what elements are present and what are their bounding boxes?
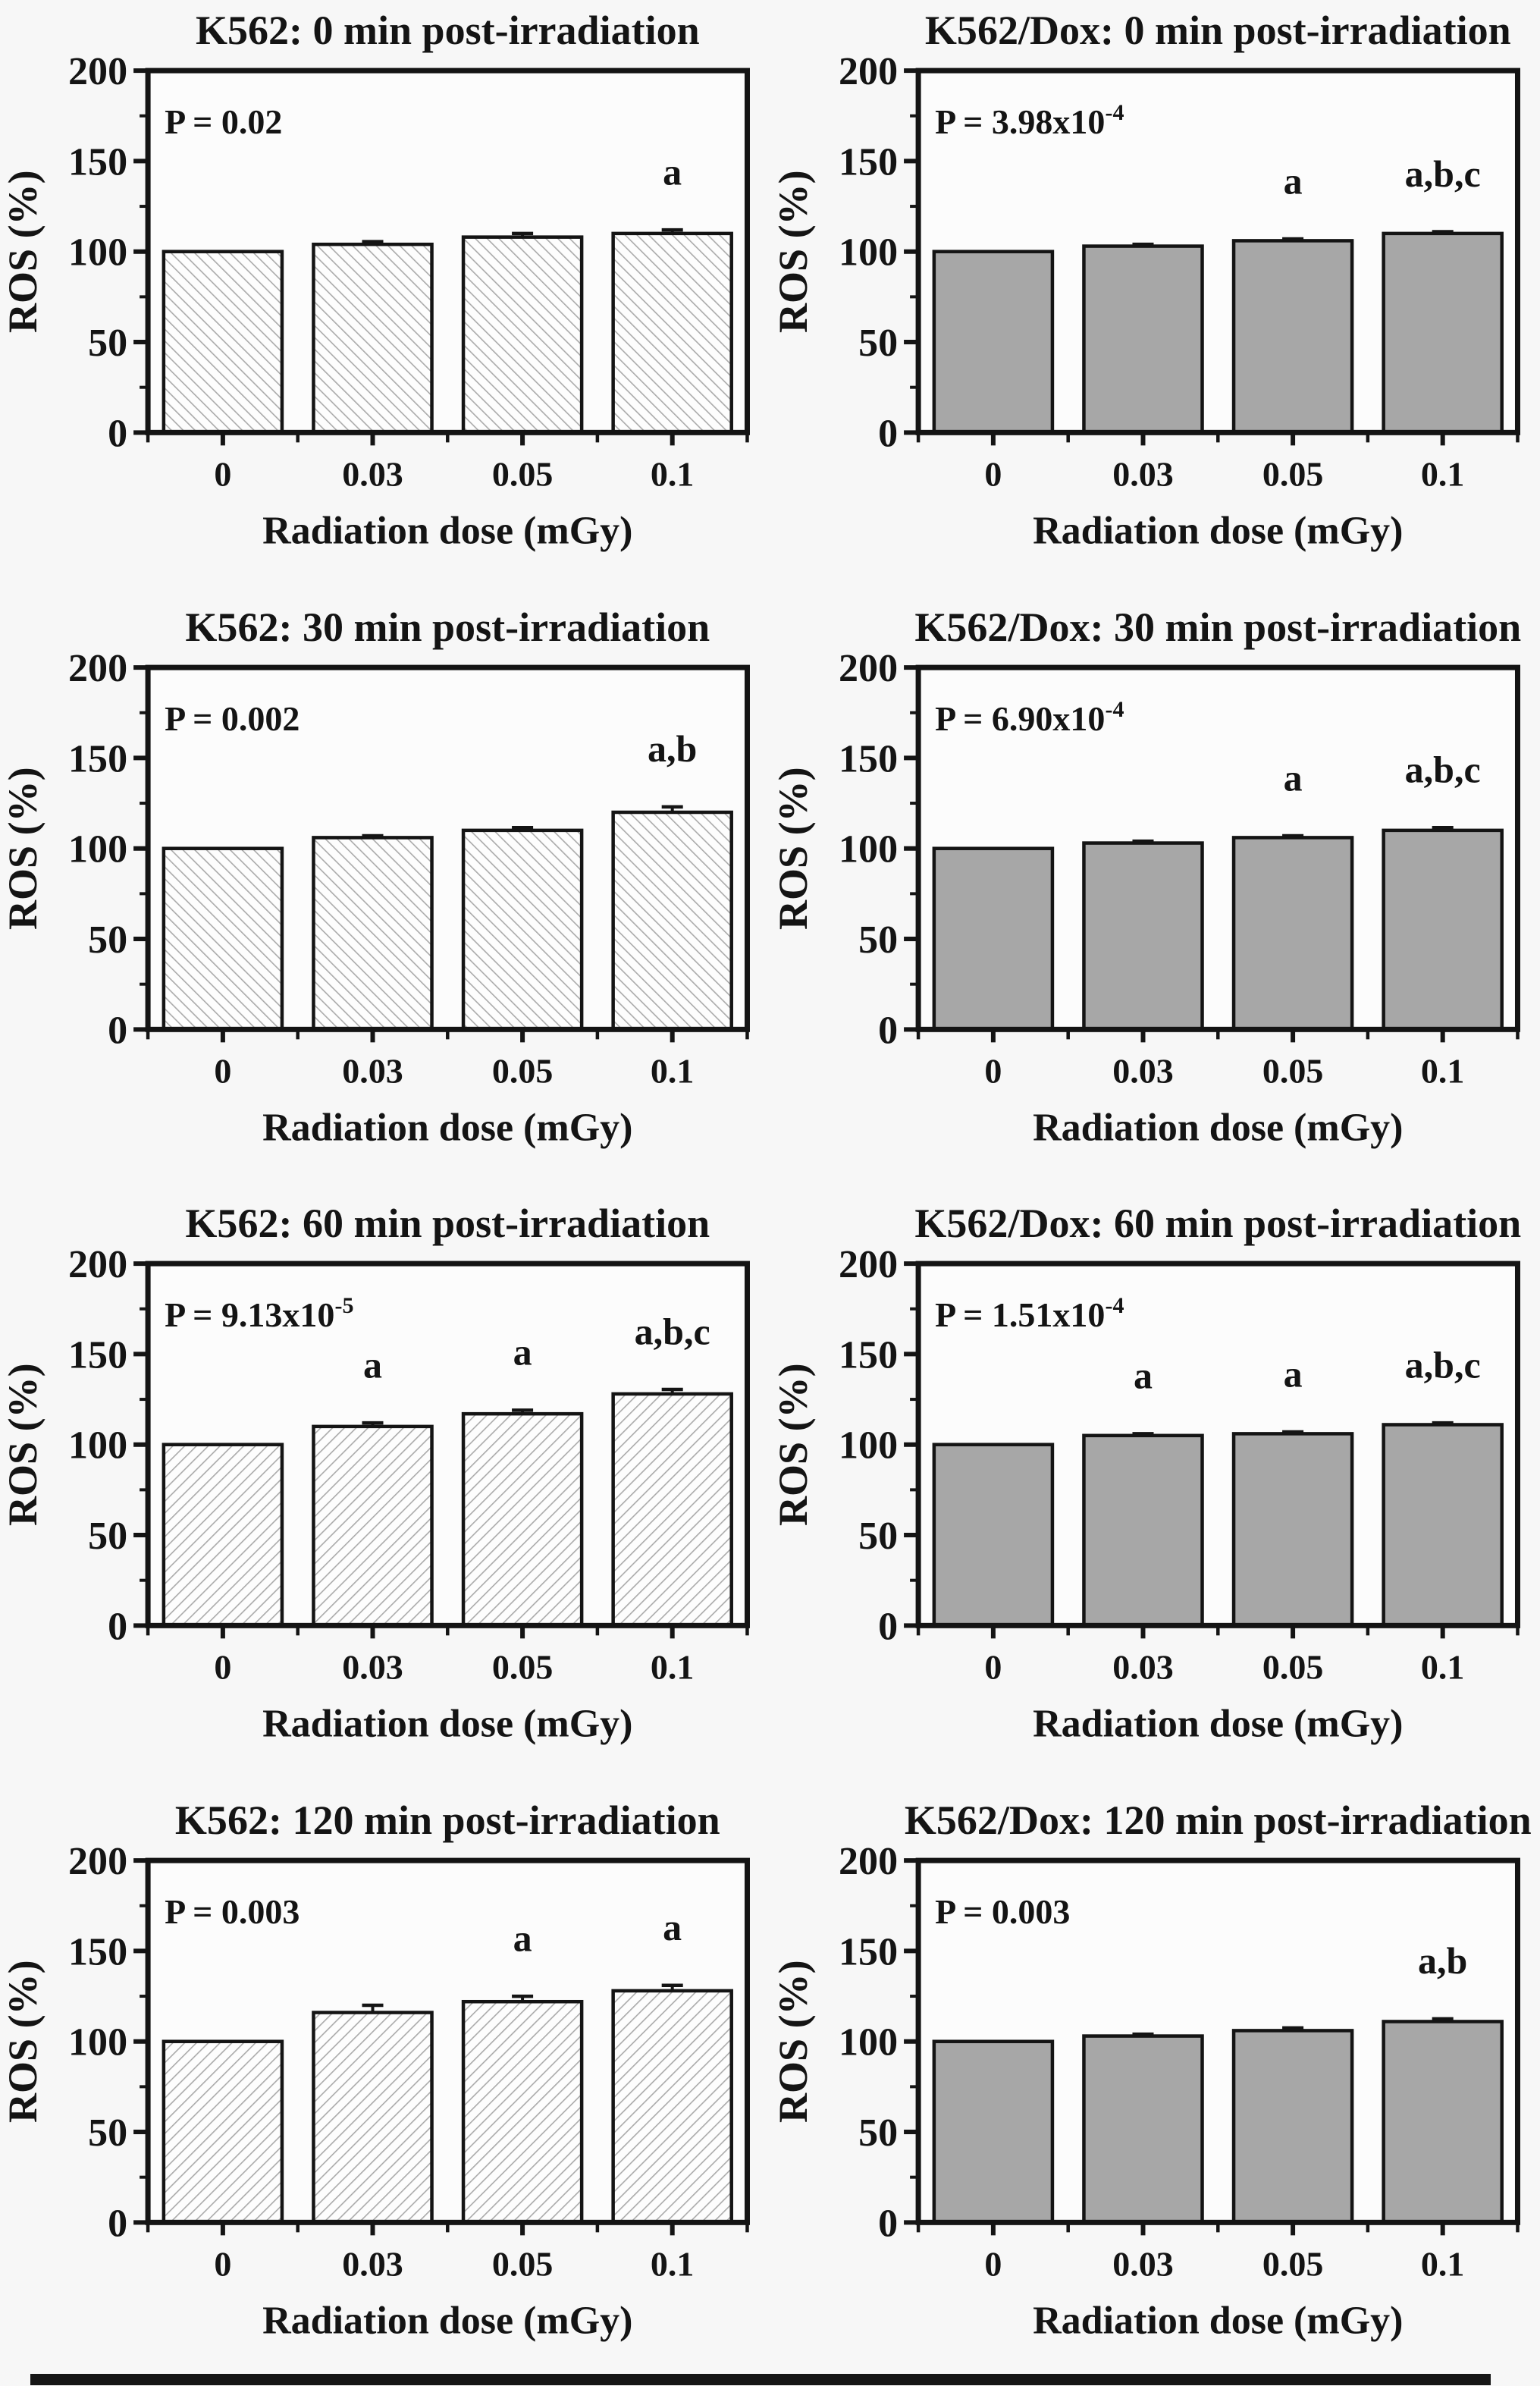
y-tick-label: 200: [838, 50, 898, 94]
y-tick-label: 0: [108, 1008, 128, 1052]
bar-k562dox-0min-0.03: [1084, 246, 1202, 433]
y-tick-label: 50: [88, 1515, 128, 1559]
y-tick-label: 100: [838, 1424, 898, 1468]
y-tick-label: 100: [838, 827, 898, 871]
x-tick-label: 0.1: [1420, 2243, 1464, 2283]
y-tick-label: 200: [68, 50, 128, 94]
significance-label: a,b,c: [1404, 1343, 1481, 1386]
cropped-figure-edge: [30, 2374, 1491, 2385]
panel-k562dox-120min: [770, 1790, 1540, 2386]
y-tick-label: 50: [858, 918, 898, 962]
panel-title: K562: 120 min post-irradiation: [174, 1797, 720, 1843]
panel-k562dox-60min: [770, 1193, 1540, 1790]
y-axis-label: ROS (%): [0, 1959, 46, 2123]
y-tick-label: 200: [68, 1243, 128, 1287]
y-tick-label: 0: [877, 1605, 898, 1649]
x-tick-label: 0.1: [650, 1647, 695, 1687]
x-tick-label: 0.1: [1420, 1647, 1464, 1687]
chart-svg-k562-120min: [0, 1790, 770, 2386]
y-axis-label: ROS (%): [770, 1959, 816, 2123]
significance-label: a,b: [1417, 1939, 1467, 1982]
x-tick-label: 0.1: [650, 2243, 695, 2283]
bar-k562-120min-0.05: [463, 2001, 582, 2222]
y-tick-label: 50: [858, 1515, 898, 1559]
y-axis-label: ROS (%): [770, 766, 816, 930]
y-tick-label: 200: [838, 1243, 898, 1287]
p-value-label: $P = 6.90x10^{-4}$: [934, 696, 1124, 738]
bar-k562dox-120min-0: [933, 2041, 1052, 2222]
x-tick-label: 0.1: [1420, 1050, 1464, 1090]
significance-label: a,b,c: [1404, 152, 1481, 195]
y-tick-label: 150: [838, 736, 898, 780]
y-tick-label: 50: [88, 2111, 128, 2155]
x-tick-label: 0.03: [1112, 1050, 1174, 1090]
bar-k562-60min-0.05: [463, 1414, 582, 1625]
x-tick-label: 0: [983, 454, 1002, 494]
x-tick-label: 0: [214, 1050, 232, 1090]
p-value-label: P = 0.02: [165, 102, 283, 142]
significance-label: a,b: [648, 727, 698, 770]
significance-label: a: [362, 1343, 382, 1386]
y-tick-label: 100: [68, 2020, 128, 2064]
x-axis-label: Radiation dose (mGy): [1032, 509, 1403, 553]
y-axis-label: ROS (%): [0, 766, 46, 930]
y-tick-label: 150: [838, 140, 898, 184]
bar-k562dox-120min-0.03: [1084, 2036, 1202, 2222]
p-value-label: P = 0.003: [934, 1892, 1070, 1931]
bar-k562-120min-0.1: [613, 1990, 732, 2221]
x-tick-label: 0: [983, 2243, 1002, 2283]
y-tick-label: 0: [108, 412, 128, 456]
x-tick-label: 0.03: [1112, 454, 1174, 494]
bar-k562-0min-0.05: [463, 237, 582, 433]
y-tick-label: 50: [858, 2111, 898, 2155]
chart-svg-k562dox-30min: [770, 597, 1540, 1194]
x-tick-label: 0: [983, 1050, 1002, 1090]
y-tick-label: 150: [68, 1333, 128, 1377]
bar-k562dox-30min-0.1: [1383, 830, 1501, 1028]
x-tick-label: 0: [983, 1647, 1002, 1687]
panel-k562dox-0min: [770, 0, 1540, 597]
x-tick-label: 0.03: [342, 454, 403, 494]
panel-title: K562/Dox: 30 min post-irradiation: [914, 604, 1521, 650]
bar-k562-60min-0.1: [613, 1394, 732, 1625]
bar-k562dox-120min-0.05: [1234, 2030, 1352, 2222]
significance-label: a: [663, 1905, 682, 1948]
chart-svg-k562-60min: [0, 1193, 770, 1790]
panel-title: K562/Dox: 120 min post-irradiation: [904, 1797, 1532, 1843]
y-tick-label: 100: [68, 1424, 128, 1468]
p-value-label: $P = 1.51x10^{-4}$: [934, 1293, 1124, 1335]
x-axis-label: Radiation dose (mGy): [1032, 1702, 1403, 1746]
chart-svg-k562dox-0min: [770, 0, 1540, 597]
y-tick-label: 100: [68, 827, 128, 871]
y-tick-label: 150: [68, 736, 128, 780]
y-tick-label: 0: [877, 412, 898, 456]
panel-k562-60min: [0, 1193, 770, 1790]
x-tick-label: 0: [214, 1647, 232, 1687]
y-tick-label: 50: [88, 322, 128, 366]
x-axis-label: Radiation dose (mGy): [262, 1105, 633, 1149]
chart-svg-k562dox-120min: [770, 1790, 1540, 2386]
panel-title: K562/Dox: 0 min post-irradiation: [924, 8, 1511, 54]
y-tick-label: 200: [838, 1839, 898, 1883]
chart-svg-k562dox-60min: [770, 1193, 1540, 1790]
x-tick-label: 0.05: [1262, 1647, 1323, 1687]
x-tick-label: 0.05: [491, 2243, 554, 2283]
y-tick-label: 150: [68, 1929, 128, 1973]
y-tick-label: 0: [108, 1605, 128, 1649]
y-tick-label: 50: [858, 322, 898, 366]
bar-k562-120min-0: [164, 2041, 282, 2222]
x-tick-label: 0.05: [491, 454, 554, 494]
x-tick-label: 0.05: [1262, 1050, 1323, 1090]
bar-k562dox-60min-0.03: [1084, 1436, 1202, 1626]
y-tick-label: 200: [838, 646, 898, 690]
chart-svg-k562-30min: [0, 597, 770, 1194]
bar-k562-0min-0.1: [613, 234, 732, 432]
bar-k562dox-120min-0.1: [1383, 2021, 1501, 2222]
x-axis-label: Radiation dose (mGy): [262, 1702, 633, 1746]
chart-svg-k562-0min: [0, 0, 770, 597]
x-tick-label: 0.05: [1262, 2243, 1323, 2283]
significance-label: a: [513, 1916, 532, 1959]
y-axis-label: ROS (%): [770, 170, 816, 334]
significance-label: a: [513, 1330, 532, 1374]
bar-k562-30min-0.1: [613, 812, 732, 1028]
y-tick-label: 100: [838, 231, 898, 275]
bar-k562-0min-0: [164, 252, 282, 433]
bar-k562dox-30min-0.05: [1234, 837, 1352, 1029]
p-value-label: P = 0.003: [165, 1892, 300, 1931]
panel-title: K562/Dox: 60 min post-irradiation: [914, 1201, 1521, 1247]
bar-k562dox-60min-0.1: [1383, 1424, 1501, 1625]
y-tick-label: 50: [88, 918, 128, 962]
y-tick-label: 200: [68, 1839, 128, 1883]
p-value-label: $P = 3.98x10^{-4}$: [934, 100, 1124, 142]
y-axis-label: ROS (%): [0, 1363, 46, 1527]
x-tick-label: 0.05: [491, 1050, 554, 1090]
y-tick-label: 0: [877, 2201, 898, 2245]
x-tick-label: 0: [214, 2243, 232, 2283]
p-value-label: P = 0.002: [165, 699, 300, 738]
bar-k562-30min-0: [164, 848, 282, 1029]
p-value-label: $P = 9.13x10^{-5}$: [165, 1293, 354, 1335]
y-tick-label: 0: [108, 2201, 128, 2245]
significance-label: a: [663, 150, 682, 193]
bar-k562-0min-0.03: [313, 244, 431, 432]
significance-label: a: [1283, 755, 1303, 799]
x-tick-label: 0.1: [1420, 454, 1464, 494]
bar-k562dox-60min-0: [933, 1445, 1052, 1626]
significance-label: a: [1133, 1354, 1153, 1397]
y-tick-label: 150: [838, 1929, 898, 1973]
x-tick-label: 0.03: [1112, 2243, 1174, 2283]
bar-k562dox-0min-0.1: [1383, 234, 1501, 432]
x-tick-label: 0.1: [650, 1050, 695, 1090]
panel-k562dox-30min: [770, 597, 1540, 1194]
significance-label: a,b,c: [1404, 748, 1481, 791]
x-axis-label: Radiation dose (mGy): [1032, 2298, 1403, 2342]
bar-k562-60min-0: [164, 1445, 282, 1626]
x-axis-label: Radiation dose (mGy): [1032, 1105, 1403, 1149]
x-tick-label: 0: [214, 454, 232, 494]
bar-k562dox-0min-0.05: [1234, 240, 1352, 432]
panel-k562-0min: [0, 0, 770, 597]
bar-k562dox-60min-0.05: [1234, 1433, 1352, 1625]
bar-k562-120min-0.03: [313, 2012, 431, 2222]
bar-k562-30min-0.03: [313, 837, 431, 1029]
panel-title: K562: 30 min post-irradiation: [185, 604, 710, 650]
bar-k562-60min-0.03: [313, 1427, 431, 1625]
y-tick-label: 150: [68, 140, 128, 184]
significance-label: a: [1283, 159, 1303, 202]
x-axis-label: Radiation dose (mGy): [262, 2298, 633, 2342]
x-tick-label: 0.1: [650, 454, 695, 494]
x-tick-label: 0.03: [342, 2243, 403, 2283]
y-tick-label: 150: [838, 1333, 898, 1377]
panel-title: K562: 0 min post-irradiation: [195, 8, 700, 54]
y-tick-label: 100: [68, 231, 128, 275]
x-tick-label: 0.05: [491, 1647, 554, 1687]
bar-k562dox-30min-0: [933, 848, 1052, 1029]
y-tick-label: 100: [838, 2020, 898, 2064]
y-tick-label: 0: [877, 1008, 898, 1052]
bar-k562dox-0min-0: [933, 252, 1052, 433]
significance-label: a: [1283, 1352, 1303, 1395]
x-tick-label: 0.03: [342, 1050, 403, 1090]
panel-k562-120min: [0, 1790, 770, 2386]
panel-title: K562: 60 min post-irradiation: [185, 1201, 710, 1247]
bar-k562dox-30min-0.03: [1084, 843, 1202, 1029]
y-axis-label: ROS (%): [770, 1363, 816, 1527]
y-tick-label: 200: [68, 646, 128, 690]
x-axis-label: Radiation dose (mGy): [262, 509, 633, 553]
x-tick-label: 0.03: [342, 1647, 403, 1687]
y-axis-label: ROS (%): [0, 170, 46, 334]
x-tick-label: 0.05: [1262, 454, 1323, 494]
x-tick-label: 0.03: [1112, 1647, 1174, 1687]
significance-label: a,b,c: [634, 1310, 710, 1353]
bar-k562-30min-0.05: [463, 830, 582, 1028]
panel-k562-30min: [0, 597, 770, 1194]
